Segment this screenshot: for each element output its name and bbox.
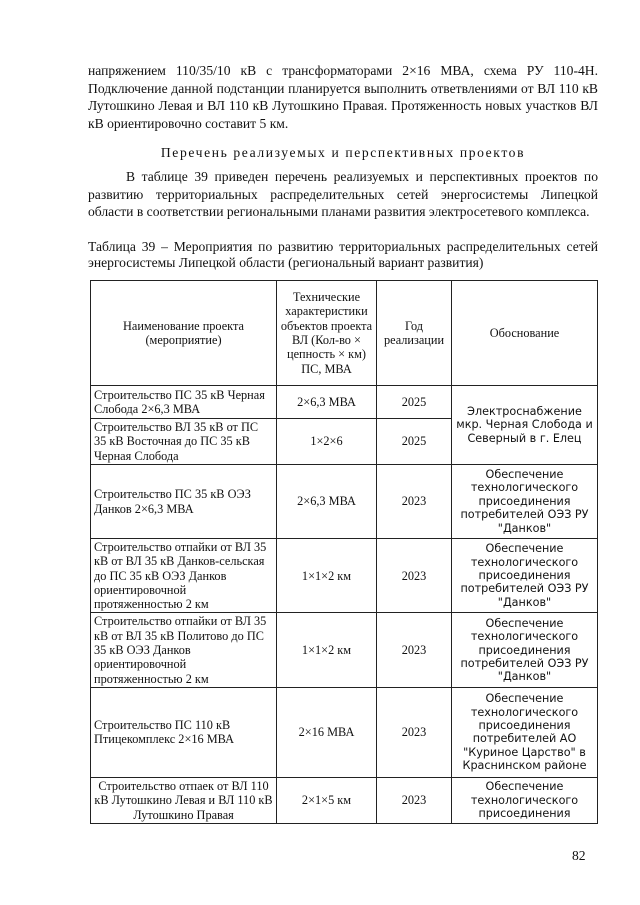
cell-spec: 1×2×6 (277, 419, 377, 465)
cell-year: 2025 (377, 386, 452, 419)
cell-name: Строительство ПС 110 кВ Птицекомплекс 2×16 МВА (91, 687, 277, 777)
table-caption: Таблица 39 – Мероприятия по развитию территориальных распределительных сетей энергосистемы Липецкой области (региональный вариант развития) (88, 239, 598, 270)
paragraph-continuation: напряжением 110/35/10 кВ с трансформаторами 2×16 МВА, схема РУ 110-4Н. Подключение данной подстанции планируется выполнить ответвлениями от ВЛ 110 кВ Лутошкино Левая и ВЛ 110 кВ Лутошкино Правая. Протяженность новых участков ВЛ кВ ориентировочно составит 5 км. (88, 63, 598, 131)
table-row (91, 539, 598, 613)
cell-basis: Обеспечение технологического присоединения потребителей ОЭЗ РУ "Данков" (452, 613, 598, 687)
cell-year: 2023 (377, 777, 452, 823)
cell-name: Строительство отпаек от ВЛ 110 кВ Лутошкино Левая и ВЛ 110 кВ Лутошкино Правая (91, 777, 277, 823)
projects-table (90, 280, 598, 824)
cell-basis: Обеспечение технологического присоединения (452, 777, 598, 823)
cell-year: 2023 (377, 687, 452, 777)
table-row (91, 613, 598, 687)
section-heading: Перечень реализуемых и перспективных проектов (160, 145, 526, 160)
page-number: 82 (572, 848, 586, 863)
table-row (91, 687, 598, 777)
cell-spec: 1×1×2 км (277, 613, 377, 687)
cell-spec: 2×1×5 км (277, 777, 377, 823)
header-basis: Обоснование (452, 281, 598, 386)
cell-spec: 1×1×2 км (277, 539, 377, 613)
cell-year: 2025 (377, 419, 452, 465)
cell-year: 2023 (377, 465, 452, 539)
cell-name: Строительство отпайки от ВЛ 35 кВ от ВЛ 35 кВ Политово до ПС 35 кВ ОЭЗ Данков ориентировочной протяженностью 2 км (91, 613, 277, 687)
table-row (91, 386, 598, 419)
cell-spec: 2×16 МВА (277, 687, 377, 777)
cell-name: Строительство ПС 35 кВ ОЭЗ Данков 2×6,3 МВА (91, 465, 277, 539)
cell-name: Строительство отпайки от ВЛ 35 кВ от ВЛ 35 кВ Данков-сельская до ПС 35 кВ ОЭЗ Данков ориентировочной протяженностью 2 км (91, 539, 277, 613)
cell-year: 2023 (377, 539, 452, 613)
cell-year: 2023 (377, 613, 452, 687)
header-name: Наименование проекта (мероприятие) (91, 281, 277, 386)
table-row (91, 777, 598, 823)
cell-basis: Обеспечение технологического присоединения потребителей ОЭЗ РУ "Данков" (452, 539, 598, 613)
cell-name: Строительство ВЛ 35 кВ от ПС 35 кВ Восточная до ПС 35 кВ Черная Слобода (91, 419, 277, 465)
paragraph-intro: В таблице 39 приведен перечень реализуемых и перспективных проектов по развитию территориальных распределительных сетей энергосистемы Липецкой области в соответствии региональными планами развития электросетевого комплекса. (88, 169, 598, 219)
cell-spec: 2×6,3 МВА (277, 386, 377, 419)
cell-spec: 2×6,3 МВА (277, 465, 377, 539)
cell-basis: Электроснабжение мкр. Черная Слобода и Северный в г. Елец (452, 386, 598, 465)
header-year: Год реализации (377, 281, 452, 386)
cell-name: Строительство ПС 35 кВ Черная Слобода 2×6,3 МВА (91, 386, 277, 419)
header-spec: Технические характеристики объектов проекта ВЛ (Кол-во × цепность × км) ПС, МВА (277, 281, 377, 386)
table-header-row (91, 281, 598, 386)
cell-basis: Обеспечение технологического присоединения потребителей АО "Куриное Царство" в Краснинском районе (452, 687, 598, 777)
table-row (91, 465, 598, 539)
cell-basis: Обеспечение технологического присоединения потребителей ОЭЗ РУ "Данков" (452, 465, 598, 539)
